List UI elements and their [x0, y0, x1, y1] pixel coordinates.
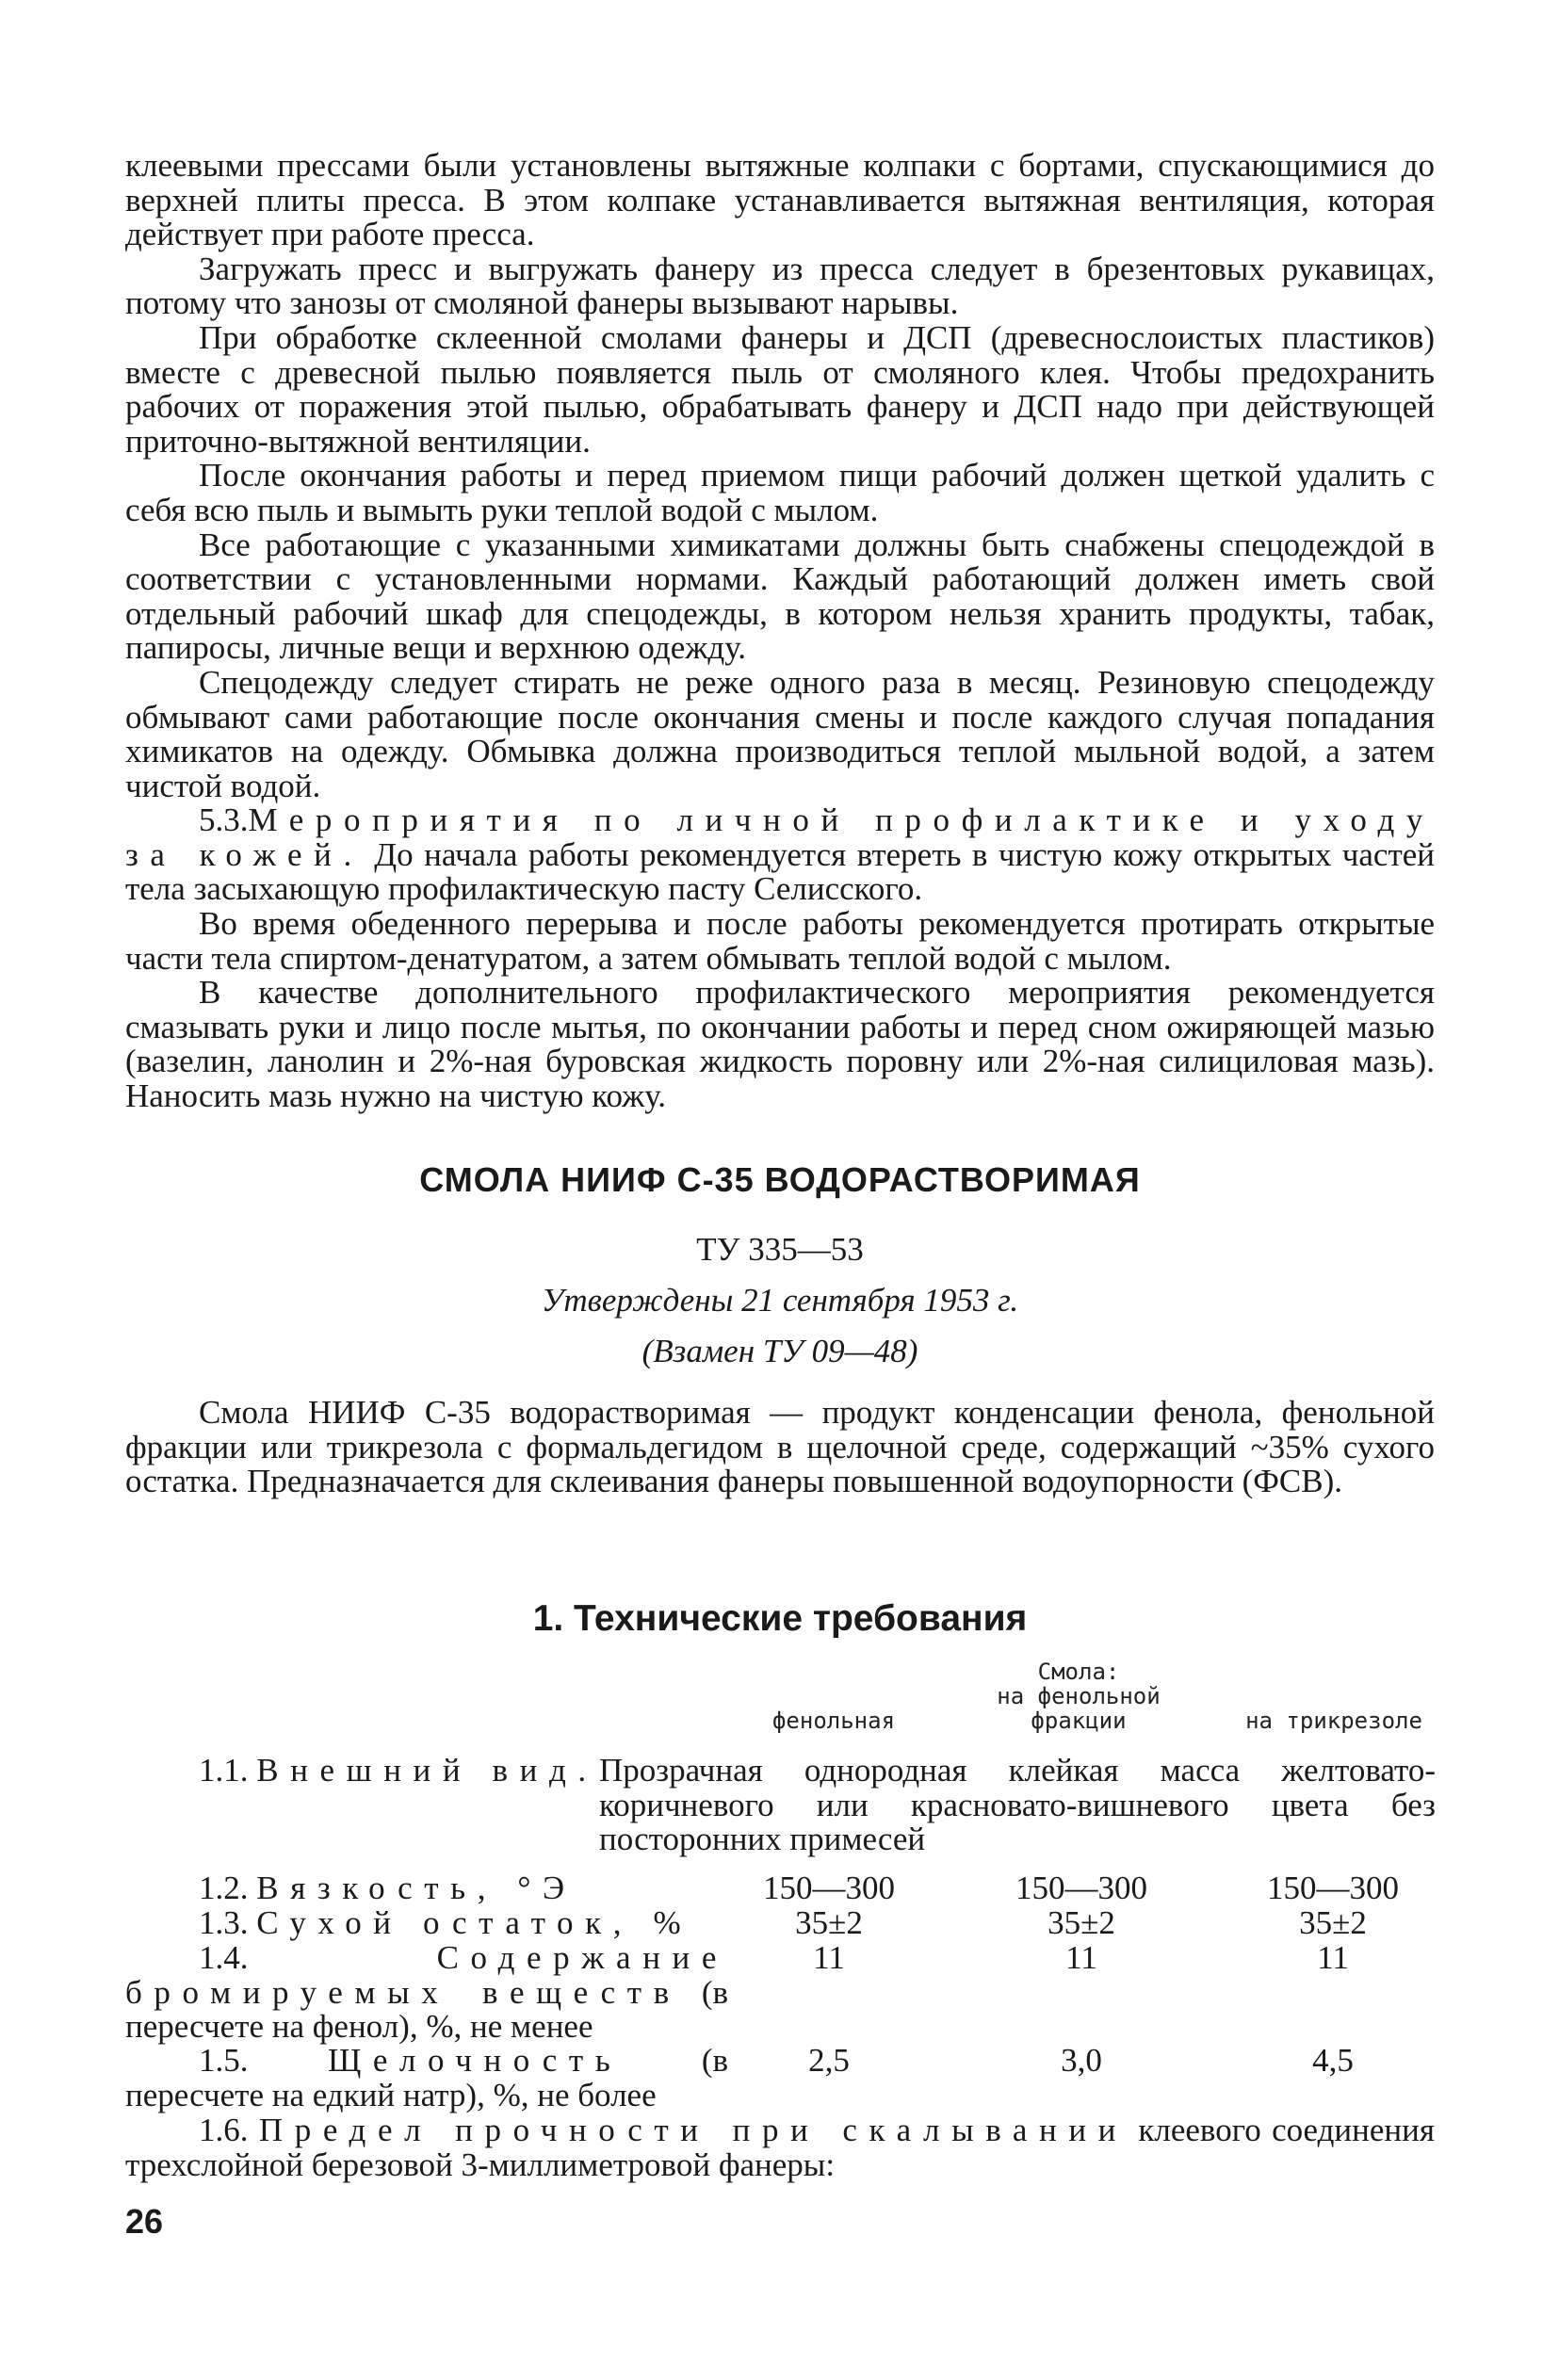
resin-heading: СМОЛА НИИФ С-35 ВОДОРАСТВОРИМАЯ — [419, 1160, 1141, 1199]
req-row-dry-residue-label — [125, 1906, 802, 1941]
section-title: 1. Технические требования — [532, 1598, 1028, 1639]
paragraph-washing: После окончания работы и перед приемом пищи рабочий должен щеткой удалить с себя всю пыль и вымыть руки теплой водой с мылом. — [125, 457, 1435, 528]
req-number: 1.6. — [199, 2112, 249, 2148]
req-label: Сухой остаток, % — [256, 1904, 693, 1941]
dry-residue-tricresol: 35±2 — [1299, 1904, 1367, 1941]
column-header-tricresol: на трикрезоле — [1245, 1708, 1422, 1734]
req-number: 1.5. — [199, 2042, 249, 2079]
column-header-phenol: фенольная — [771, 1708, 896, 1734]
req-label: Предел прочности при скалывании — [258, 2112, 1128, 2148]
column-header-phenol-fraction: на фенольной фракции — [997, 1683, 1161, 1734]
approval-date: Утверждены 21 сентября 1953 г. — [541, 1282, 1019, 1319]
viscosity-tricresol: 150—300 — [1267, 1870, 1399, 1906]
req-number: 1.1. — [199, 1752, 249, 1789]
section-5-3-title: Мероприятия по личной профилактике и уходу за кожей. — [125, 801, 1435, 873]
alkalinity-phenol-fraction: 3,0 — [1061, 2042, 1102, 2079]
paragraph-dust: При обработке склеенной смолами фанеры и ДСП (древеснослоистых пластиков) вместе с древесной пылью появляется пыль от смоляного клея. Чтобы предохранить рабочих от поражения этой пылью, обрабатывать фанеру и ДСП надо при действующей приточно-вытяжной вентиляции. — [125, 318, 1435, 460]
paragraph-section-5-3 — [125, 803, 1435, 907]
dry-residue-phenol-fraction: 35±2 — [1047, 1904, 1115, 1941]
replaces-note: (Взамен ТУ 09—48) — [641, 1333, 918, 1369]
bromine-phenol: 11 — [813, 1939, 845, 1976]
viscosity-phenol-fraction: 150—300 — [1015, 1870, 1147, 1906]
paragraph-ointment: В качестве дополнительного профилактического мероприятия рекомендуется смазывать руки и лицо после мытья, по окончании работы и перед сном ожиряющей мазью (вазелин, ланолин и 2%-ная буровская жидкость поровну или 2%-ная силициловая мазь). Наносить мазь нужно на чистую кожу. — [125, 974, 1435, 1115]
paragraph-workwear: Все работающие с указанными химикатами должны быть снабжены спецодеждой в соответствии с установленными нормами. Каждый работающий должен иметь свой отдельный рабочий шкаф для спецодежды, в котором нельзя хранить продукты, табак, папиросы, личные вещи и верхнюю одежду. — [125, 526, 1435, 667]
req-row-shear-strength — [125, 2113, 1435, 2182]
req-label: Вязкость, °Э — [256, 1870, 577, 1906]
req-label: Внешний вид. — [256, 1752, 598, 1789]
dry-residue-phenol: 35±2 — [795, 1904, 863, 1941]
req-label-rest: (в пересчете на едкий натр), %, не более — [125, 2042, 728, 2113]
paragraph-laundry: Спецодежду следует стирать не реже одного раза в месяц. Резиновую спецодежду обмывают сами работающие после окончания смены и после каждого случая попадания химикатов на одежду. Обмывка должна производиться теплой мыльной водой, а затем чистой водой. — [125, 663, 1435, 804]
body-text-top — [125, 149, 1435, 1114]
viscosity-phenol: 150—300 — [763, 1870, 895, 1906]
req-row-alkalinity-label — [125, 2044, 728, 2113]
bromine-tricresol: 11 — [1317, 1939, 1349, 1976]
req-number: 1.2. — [199, 1870, 249, 1906]
alkalinity-phenol: 2,5 — [808, 2042, 850, 2079]
page-number: 26 — [125, 2202, 164, 2241]
req-row-viscosity-label — [125, 1871, 802, 1906]
paragraph-gloves: Загружать пресс и выгружать фанеру из пресса следует в брезентовых рукавицах, потому что занозы от смоляной фанеры вызывают нарывы. — [125, 250, 1435, 322]
req-label: Содержание бромируемых веществ — [125, 1939, 728, 2011]
req-row-bromine-label — [125, 1941, 728, 2045]
req-row-appearance-description: Прозрачная однородная клейкая масса желтовато-коричневого или красновато-вишневого цвета без посторонних примесей — [599, 1752, 1436, 1858]
bromine-phenol-fraction: 11 — [1065, 1939, 1097, 1976]
req-number: 1.3. — [199, 1904, 249, 1941]
column-group-header: Смола: — [1037, 1659, 1120, 1685]
intro-text — [125, 1396, 1435, 1499]
alkalinity-tricresol: 4,5 — [1312, 2042, 1354, 2079]
paragraph-press-hoods: клеевыми прессами были установлены вытяжные колпаки с бортами, спускающимися до верхней плиты пресса. В этом колпаке устанавливается вытяжная вентиляция, которая действует при работе пресса. — [125, 147, 1435, 253]
req-number: 1.4. — [199, 1939, 249, 1976]
req-label-rest: клеевого соединения трехслойной березовой 3-миллиметровой фанеры: — [125, 2112, 1435, 2183]
paragraph-intro: Смола НИИФ С-35 водорастворимая — продукт конденсации фенола, фенольной фракции или трикрезола с формальдегидом в щелочной среде, содержащий ~35% сухого остатка. Предназначается для склеивания фанеры повышенной водоупорности (ФСВ). — [125, 1394, 1435, 1500]
paragraph-lunch-break: Во время обеденного перерыва и после работы рекомендуется протирать открытые части тела спиртом-денатуратом, а затем обмывать теплой водой с мылом. — [125, 905, 1435, 977]
req-label-rest: (в пересчете на фенол), %, не менее — [125, 1973, 729, 2046]
section-5-3-text: До начала работы рекомендуется втереть в чистую кожу открытых частей тела засыхающую профилактическую пасту Селисского. — [125, 835, 1436, 908]
section-5-3-number: 5.3. — [199, 801, 249, 839]
req-label: Щелочность — [327, 2042, 623, 2079]
standard-code: ТУ 335—53 — [696, 1231, 864, 1268]
